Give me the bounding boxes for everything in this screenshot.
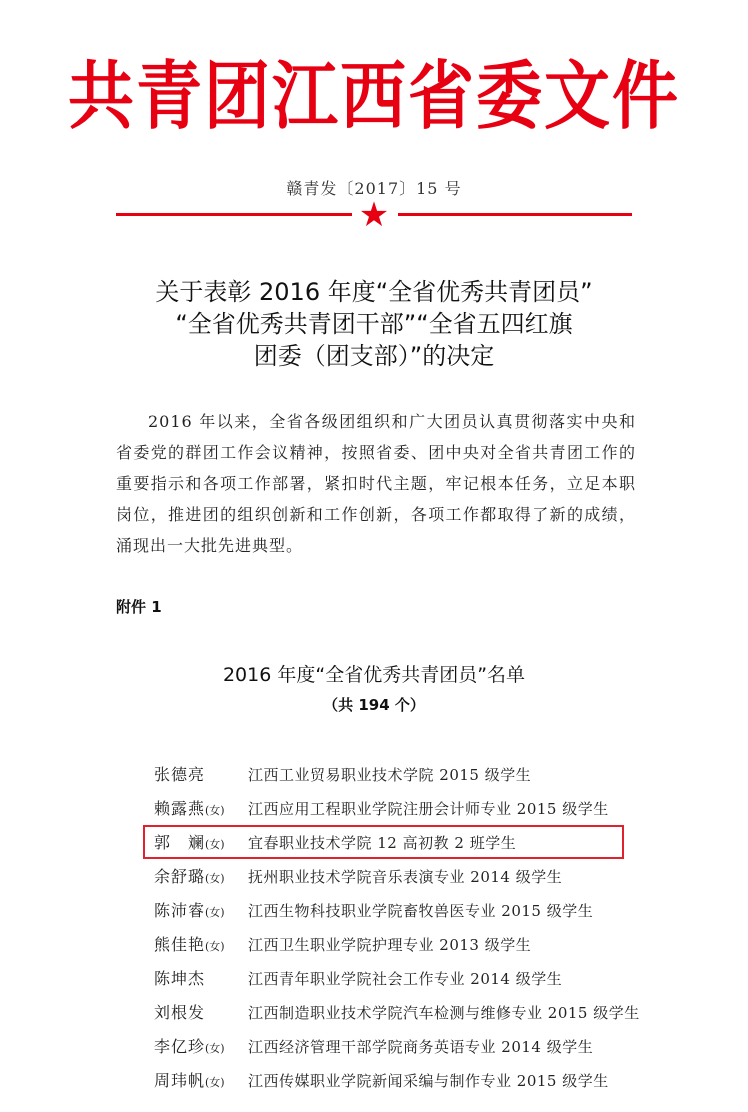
member-name: 赖露燕(女) [154,799,225,818]
document-number: 赣青发〔2017〕15 号 [286,179,462,198]
member-description: 江西工业贸易职业技术学院 2015 级学生 [248,766,532,784]
member-description: 江西经济管理干部学院商务英语专业 2014 级学生 [248,1038,594,1056]
member-name: 余舒璐(女) [154,867,225,886]
member-description: 抚州职业技术学院音乐表演专业 2014 级学生 [248,868,563,886]
member-name: 熊佳艳(女) [154,935,225,954]
member-name: 陈坤杰 [154,969,206,988]
list-item [154,996,654,1030]
member-name: 陈沛睿(女) [154,901,225,920]
list-title: 2016 年度“全省优秀共青团员”名单 [222,664,526,686]
title-line-1: 关于表彰 2016 年度“全省优秀共青团员” [155,278,593,306]
list-item [154,792,654,826]
member-gender: (女) [205,872,225,885]
member-description: 江西卫生职业学院护理专业 2013 级学生 [248,936,532,954]
member-description: 江西应用工程职业学院注册会计师专业 2015 级学生 [248,800,609,818]
member-name: 李亿珍(女) [154,1037,225,1056]
member-name: 周玮帆(女) [154,1071,225,1090]
member-gender: (女) [205,804,225,817]
list-item [154,1030,654,1064]
member-description: 江西制造职业技术学院汽车检测与维修专业 2015 级学生 [248,1004,640,1022]
list-count: （共 194 个） [323,696,425,714]
attachment-label: 附件 1 [116,598,162,616]
member-description: 江西传媒职业学院新闻采编与制作专业 2015 级学生 [248,1072,609,1090]
list-item [154,1064,654,1098]
list-item [154,894,654,928]
member-name: 刘根发 [154,1003,206,1022]
list-item [154,928,654,962]
member-gender: (女) [205,1042,225,1055]
member-gender: (女) [205,940,225,953]
list-item [154,758,654,792]
document-title [0,276,748,372]
red-rule-left [116,213,352,216]
highlight-box [143,825,624,859]
title-line-2: “全省优秀共青团干部”“全省五四红旗 [175,310,573,338]
member-description: 江西生物科技职业学院畜牧兽医专业 2015 级学生 [248,902,594,920]
body-paragraph: 2016 年以来，全省各级团组织和广大团员认真贯彻落实中央和省委党的群团工作会议精神，按照省委、团中央对全省共青团工作的重要指示和各项工作部署，紧扣时代主题，牢记根本任务，立足本职岗位，推进团的组织创新和工作创新，各项工作都取得了新的成绩，涌现出一大批先进典型。 [116,412,636,555]
red-rule-right [398,213,632,216]
member-gender: (女) [205,1076,225,1089]
member-name: 张德亮 [154,765,206,784]
title-line-3: 团委（团支部）”的决定 [253,342,495,370]
member-gender: (女) [205,838,225,851]
member-description: 宜春职业技术学院 12 高初教 2 班学生 [248,834,517,852]
list-item [154,962,654,996]
star-icon: ★ [358,195,390,235]
member-name: 郭 斓(女) [154,833,225,852]
member-gender: (女) [205,906,225,919]
masthead-title: 共青团江西省委文件 [68,53,680,140]
list-item [154,860,654,894]
member-description: 江西青年职业学院社会工作专业 2014 级学生 [248,970,563,988]
member-list [154,758,654,1098]
